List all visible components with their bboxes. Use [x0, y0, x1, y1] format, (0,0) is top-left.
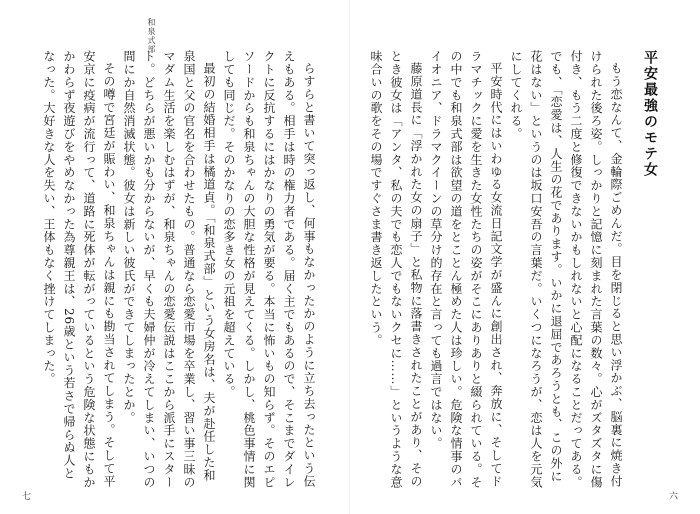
left-paragraph: らすらと書いて突っ返し、何事もなかったかのように立ち去ったという伝えもある。相手は時の権力者である。届く主でもあるので、そこまでダイレクトに反抗するにはかなりの勇気が要る。本当に怖いもの知らず。そのエピソードからも和泉ちゃんの大胆な性格が見えてくる。しかし、桃色事情に関しても同じだ。そのかなりの恋多き女の元祖を超えている。	[222, 50, 316, 489]
left-paragraph: 最初の結婚相手は橘道貞。「和泉式部」という女房名は、夫が赴任した和泉国と父の官名を合わせたもの。普通なら恋愛市場を卒業し、習い事三昧のマダム生活を楽しむはずが、和泉ちゃんの恋愛伝説はここから派手にスタート。どちらが悪いかも分からないが、早くも夫婦仲が冷えてしまい、いつの間にか自然消滅状態。彼女は新しい彼氏ができてしまったとか。	[122, 50, 216, 489]
page-gutter	[349, 0, 350, 514]
running-head: 和泉式部	[147, 18, 156, 54]
right-paragraph: 藤原道長に「浮かれた女の扇子」と私物に落書きされたことがあり、そのとき彼女は「アンタ、私の夫でも恋人でもないクセに……」というような意味合いの歌をその場ですぐさま書き返したという。	[369, 50, 423, 489]
right-paragraph: 平安時代にはいわゆる女流日記文学が盛んに創出され、奔放に、そしてドラマチックに愛を生きた女性たちの姿がそこにありありと綴られている。その中でも和泉式部は欲望の道をとことん極めた人は珍しい。危険な情事のパイオニア、ドラマクイーンの草分け的存在と言っても過言ではない。	[429, 50, 503, 489]
left-page-text	[41, 50, 319, 490]
page-number-left: 七	[22, 492, 32, 502]
right-paragraph: もう恋なんて、金輪際ごめんだ。目を閉じると思い浮かぶ、脳裏に焼き付けられた後ろ姿。しっかりと記憶に刻まれた言葉の数々。心がズタズタに傷付き、もう二度と修復できないかもしれないと心配になることだってある。でも、「恋愛は、人生の花であります。いかに退屈であろうとも、この外に花はない」というのは坂口安吾の言葉だ。いくつになろうが、恋は人を元気にしてくれる。	[509, 50, 623, 489]
chapter-heading: 平安最強のモテ女	[642, 50, 658, 178]
left-paragraph: その噂で宮廷が賑わい、和泉ちゃんは親にも勘当されてしまう。そして平安京に疫病が流行って、道路に死体が転がっているという危険な状態にもかかわらず夜遊びをやめなかった為尊親王は、26歳という若さで帰らぬ人となった。大好きな人を失い、王体もなく挫けてしまった。	[42, 50, 116, 489]
right-page-text	[364, 50, 626, 490]
page-number-right: 六	[669, 492, 679, 502]
